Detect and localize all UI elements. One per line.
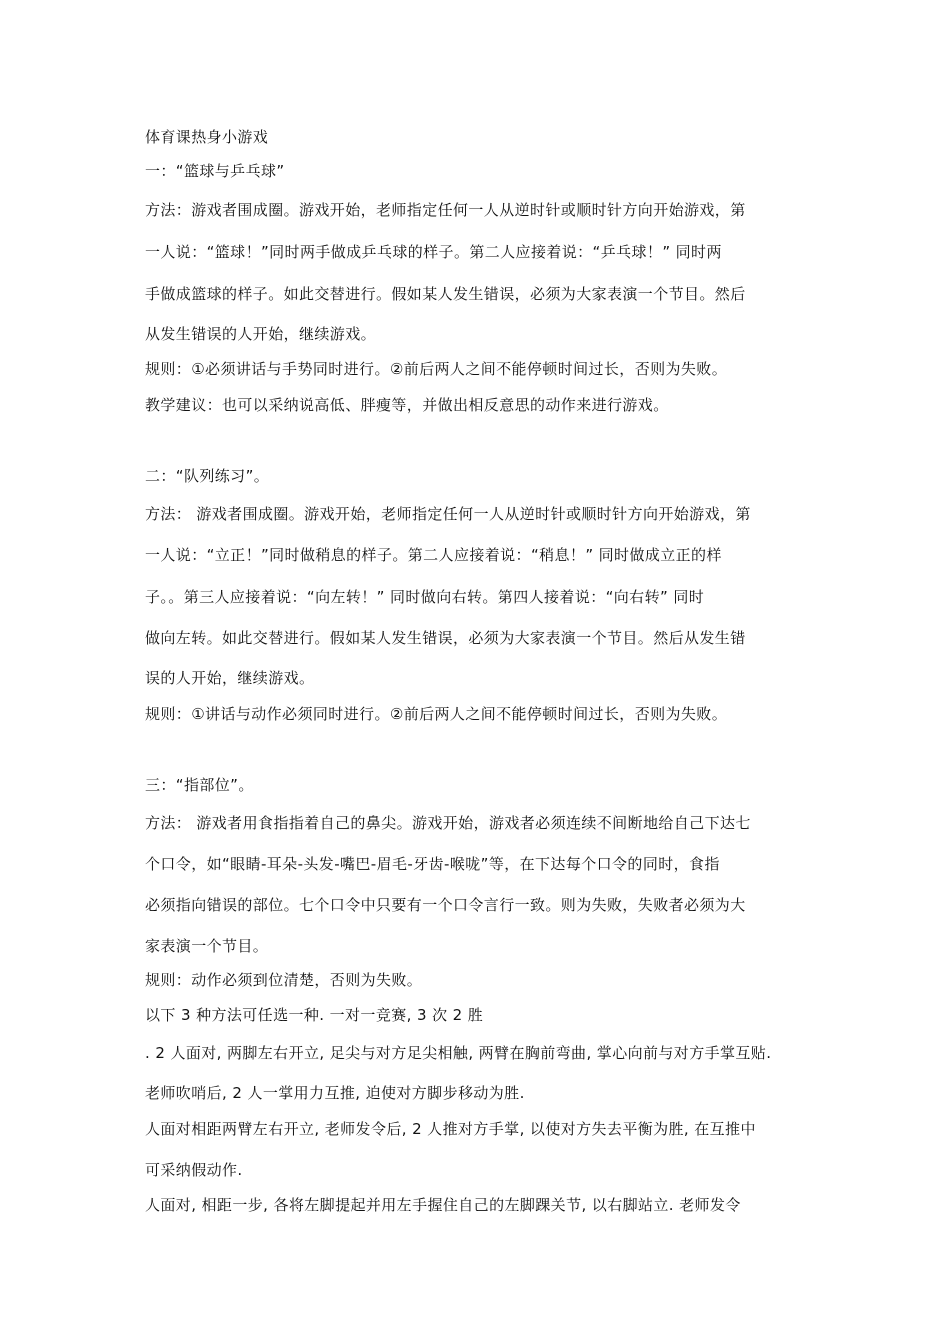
section-3-rule: 规则：动作必须到位清楚，否则为失败。 — [145, 971, 423, 989]
extra-paragraph-line: . 2 人面对, 两脚左右开立, 足尖与对方足尖相触, 两臂在胸前弯曲, 掌心向前与对方手掌互贴. — [145, 1044, 772, 1062]
section-1-method-line: 手做成篮球的样子。如此交替进行。假如某人发生错误，必须为大家表演一个节目。然后 — [145, 285, 746, 303]
section-3-method-line: 必须指向错误的部位。七个口令中只要有一个口令言行一致。则为失败，失败者必须为大 — [145, 896, 746, 914]
section-1-method-line: 从发生错误的人开始，继续游戏。 — [145, 325, 377, 343]
section-2-method-line: 方法： 游戏者围成圈。游戏开始，老师指定任何一人从逆时针或顺时针方向开始游戏，第 — [145, 505, 751, 523]
extra-paragraph-line: 人面对相距两臂左右开立, 老师发令后, 2 人推对方手掌, 以使对方失去平衡为胜, 在互推中 — [145, 1120, 756, 1138]
document-title: 体育课热身小游戏 — [145, 128, 269, 146]
extra-paragraph-line: 以下 3 种方法可任选一种. 一对一竞赛, 3 次 2 胜 — [145, 1006, 484, 1024]
section-1-rule: 规则：①必须讲话与手势同时进行。②前后两人之间不能停顿时间过长，否则为失败。 — [145, 360, 728, 378]
section-2-method-line: 一人说：“立正！”同时做稍息的样子。第二人应接着说：“稍息！” 同时做成立正的样 — [145, 546, 722, 564]
section-2-heading: 二：“队列练习”。 — [145, 467, 270, 485]
section-3-heading: 三：“指部位”。 — [145, 776, 254, 794]
section-3-method-line: 方法： 游戏者用食指指着自己的鼻尖。游戏开始，游戏者必须连续不间断地给自己下达七 — [145, 814, 751, 832]
section-2-method-line: 子。。第三人应接着说：“向左转！” 同时做向右转。第四人接着说：“向右转” 同时 — [145, 588, 705, 606]
section-2-rule: 规则：①讲话与动作必须同时进行。②前后两人之间不能停顿时间过长，否则为失败。 — [145, 705, 728, 723]
extra-paragraph-line: 可采纳假动作. — [145, 1161, 243, 1179]
section-1-heading: 一：“篮球与乒乓球” — [145, 162, 285, 180]
section-1-method-line: 一人说：“篮球！”同时两手做成乒乓球的样子。第二人应接着说：“乒乓球！” 同时两 — [145, 243, 722, 261]
section-2-method-line: 误的人开始，继续游戏。 — [145, 669, 315, 687]
section-3-method-line: 家表演一个节目。 — [145, 937, 269, 955]
section-1-teaching-tip: 教学建议：也可以采纳说高低、胖瘦等，并做出相反意思的动作来进行游戏。 — [145, 396, 669, 414]
extra-paragraph-line: 老师吹哨后, 2 人一掌用力互推, 迫使对方脚步移动为胜. — [145, 1084, 525, 1102]
section-2-method-line: 做向左转。如此交替进行。假如某人发生错误，必须为大家表演一个节目。然后从发生错 — [145, 629, 746, 647]
section-1-method-line: 方法：游戏者围成圈。游戏开始，老师指定任何一人从逆时针或顺时针方向开始游戏，第 — [145, 201, 746, 219]
section-3-method-line: 个口令，如“眼睛-耳朵-头发-嘴巴-眉毛-牙齿-喉咙”等，在下达每个口令的同时，食指 — [145, 855, 720, 873]
extra-paragraph-line: 人面对, 相距一步, 各将左脚提起并用左手握住自己的左脚踝关节, 以右脚站立. 老师发令 — [145, 1196, 741, 1214]
